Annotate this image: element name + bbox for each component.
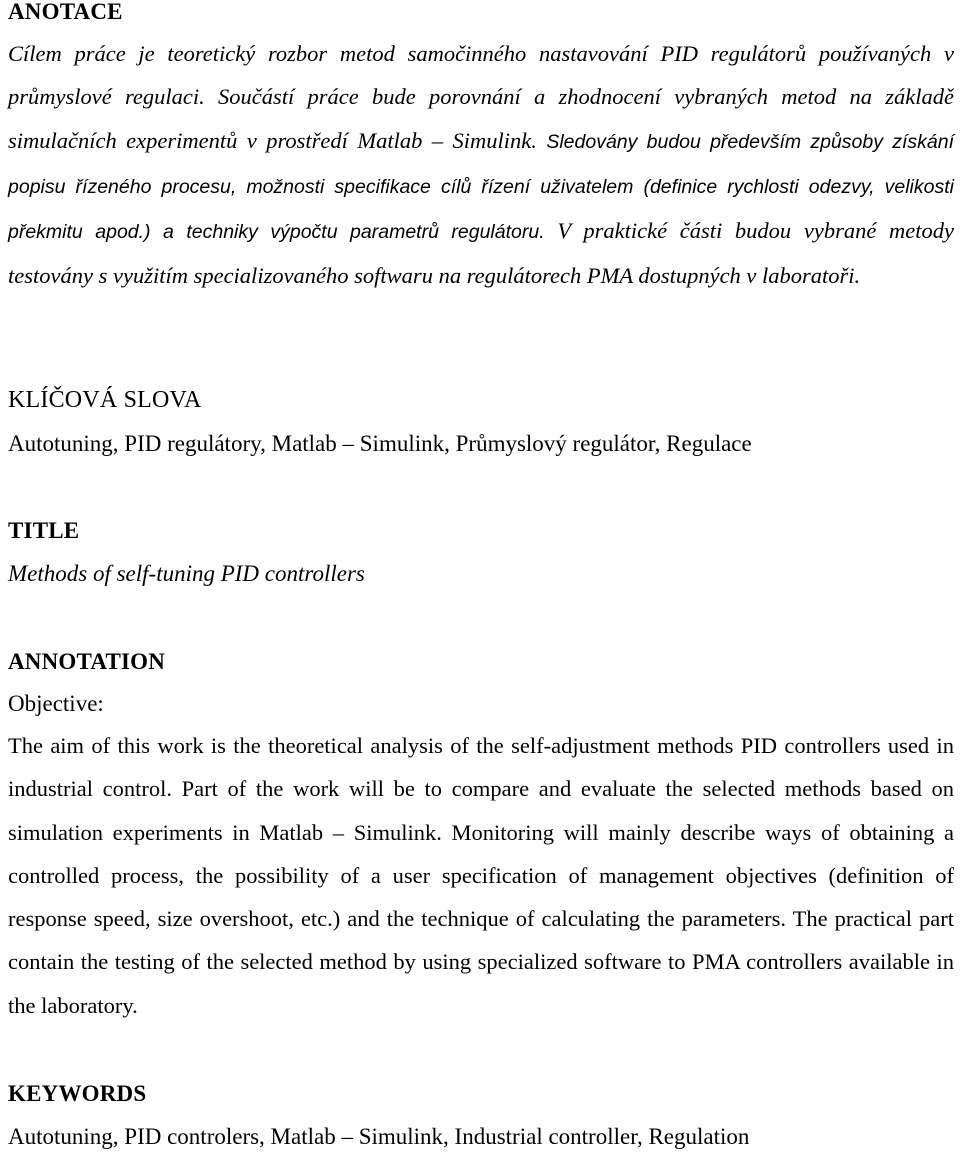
anotace-segment-2: Sledovány budou především způsoby získání popisu řízeného procesu, možnosti specifikace cílů řízení uživatelem (definice rychlosti odezvy, velikosti překmitu apod.) a techniky výpočtu parametrů regulátoru. — [8, 130, 955, 244]
annotation-objective-label: Objective: — [8, 691, 104, 716]
keywords-heading: KEYWORDS — [8, 1081, 147, 1106]
anotace-segment-1: Cílem práce je teoretický rozbor metod samočinného nastavování PID regulátorů používaných v průmyslové regulaci. Součástí práce bude porovnání a zhodnocení vybraných metod na základě simulačních experimentů v prostředí Matlab – Simulink. — [8, 41, 954, 153]
title-heading: TITLE — [8, 518, 80, 543]
title-text: Methods of self-tuning PID controllers — [8, 561, 365, 586]
annotation-heading: ANNOTATION — [8, 649, 166, 674]
klicova-slova-heading: KLÍČOVÁ SLOVA — [8, 387, 202, 413]
anotace-heading: ANOTACE — [8, 0, 123, 24]
klicova-slova-text: Autotuning, PID regulátory, Matlab – Simulink, Průmyslový regulátor, Regulace — [8, 431, 752, 456]
anotace-segment-3: V praktické části budou vybrané metody testovány s využitím specializovaného softwaru na regulátorech PMA dostupných v laboratoři. — [8, 218, 954, 289]
anotace-paragraph — [8, 32, 954, 298]
annotation-paragraph: The aim of this work is the theoretical analysis of the self-adjustment methods PID controllers used in industrial control. Part of the work will be to compare and evaluate the selected methods based on simulation experiments in Matlab – Simulink. Monitoring will mainly describe ways of obtaining a controlled process, the possibility of a user specification of management objectives (definition of response speed, size overshoot, etc.) and the technique of calculating the parameters. The practical part contain the testing of the selected method by using specialized software to PMA controllers available in the laboratory. — [8, 733, 954, 1018]
keywords-text: Autotuning, PID controlers, Matlab – Simulink, Industrial controller, Regulation — [8, 1124, 750, 1149]
